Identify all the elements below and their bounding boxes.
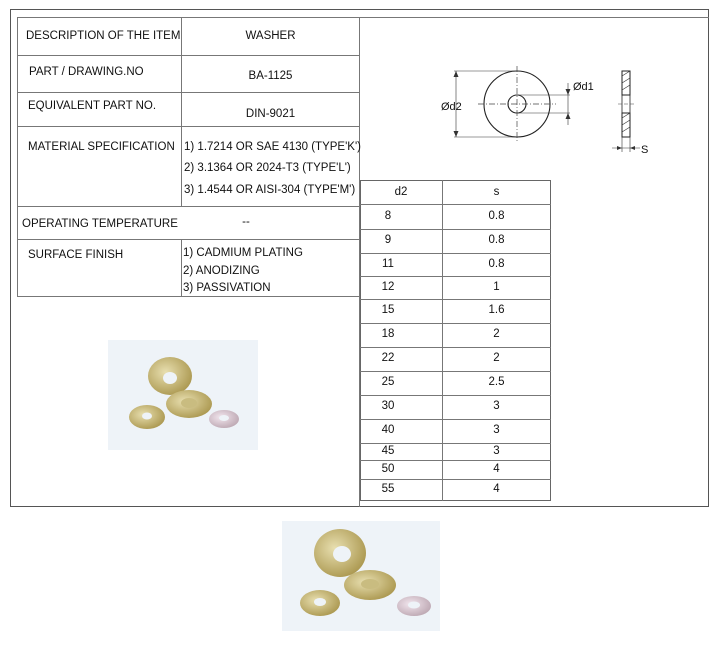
table-header-s: s xyxy=(493,186,500,198)
table-cell-d2: 40 xyxy=(381,424,395,436)
operating-temp-label: OPERATING TEMPERATURE xyxy=(22,218,178,230)
material-item-2: 2) 3.1364 OR 2024-T3 (TYPE'L') xyxy=(184,162,351,174)
row-divider-2 xyxy=(17,92,360,93)
table-row-divider xyxy=(360,276,551,277)
spec-left-border xyxy=(17,17,18,297)
table-cell-d2: 30 xyxy=(381,400,395,412)
part-no-value: BA-1125 xyxy=(248,70,293,82)
finish-item-1: 1) CADMIUM PLATING xyxy=(183,247,303,259)
row-divider-4 xyxy=(17,206,360,207)
row-divider-3 xyxy=(17,126,360,127)
table-cell-s: 2.5 xyxy=(488,376,505,388)
table-cell-d2: 9 xyxy=(384,234,392,246)
table-row-divider xyxy=(360,299,551,300)
equivalent-label: EQUIVALENT PART NO. xyxy=(28,100,157,112)
table-row-divider xyxy=(360,479,551,480)
table-cell-s: 3 xyxy=(493,444,500,457)
table-cell-s: 4 xyxy=(493,483,500,495)
inner-diameter-label: Ød1 xyxy=(573,81,594,93)
table-cell-s: 0.8 xyxy=(488,234,505,246)
table-row-divider xyxy=(360,323,551,324)
table-row-divider xyxy=(360,395,551,396)
finish-item-2: 2) ANODIZING xyxy=(183,265,260,277)
washer-photo-large xyxy=(282,521,440,631)
spec-column-divider-lower xyxy=(181,239,182,297)
spec-top-border xyxy=(17,17,360,18)
material-item-1: 1) 1.7214 OR SAE 4130 (TYPE'K') xyxy=(184,141,361,153)
table-header-d2: d2 xyxy=(394,186,408,198)
finish-item-3: 3) PASSIVATION xyxy=(183,282,271,294)
description-value: WASHER xyxy=(245,30,296,42)
description-label: DESCRIPTION OF THE ITEM xyxy=(26,30,181,42)
table-cell-d2: 11 xyxy=(382,257,394,270)
table-row-divider xyxy=(360,419,551,420)
table-cell-d2: 18 xyxy=(381,328,395,340)
outer-diameter-label: Ød2 xyxy=(441,101,462,113)
table-cell-d2: 22 xyxy=(381,352,395,364)
table-cell-d2: 12 xyxy=(381,280,395,293)
equivalent-value: DIN-9021 xyxy=(245,108,296,120)
table-cell-s: 3 xyxy=(493,424,500,436)
surface-finish-label: SURFACE FINISH xyxy=(28,249,124,261)
table-cell-d2: 25 xyxy=(381,376,395,388)
material-item-3: 3) 1.4544 OR AISI-304 (TYPE'M') xyxy=(184,184,356,196)
material-label: MATERIAL SPECIFICATION xyxy=(28,141,175,153)
table-cell-d2: 15 xyxy=(381,304,395,316)
table-row-divider xyxy=(360,347,551,348)
table-cell-d2: 50 xyxy=(381,462,395,475)
table-cell-s: 0.8 xyxy=(488,257,505,270)
table-row-divider xyxy=(360,204,551,205)
table-cell-d2: 55 xyxy=(381,483,395,495)
table-cell-s: 3 xyxy=(493,400,500,412)
table-row-divider xyxy=(360,253,551,254)
table-cell-s: 4 xyxy=(493,462,500,475)
operating-temp-value: -- xyxy=(242,216,250,228)
table-row-divider xyxy=(360,460,551,461)
table-cell-s: 2 xyxy=(493,328,500,340)
table-row-divider xyxy=(360,229,551,230)
row-divider-5 xyxy=(17,239,360,240)
table-cell-s: 1 xyxy=(493,280,500,293)
thickness-label: S xyxy=(641,144,649,156)
washer-technical-drawing xyxy=(440,60,680,160)
table-cell-d2: 45 xyxy=(381,444,395,457)
table-cell-s: 0.8 xyxy=(488,209,505,222)
part-no-label: PART / DRAWING.NO xyxy=(29,66,144,78)
table-cell-d2: 8 xyxy=(384,209,392,222)
drawing-top-border xyxy=(360,17,709,18)
row-divider-1 xyxy=(17,55,360,56)
table-cell-s: 2 xyxy=(493,352,500,364)
washer-photo-small xyxy=(108,340,258,450)
row-divider-6 xyxy=(17,296,360,297)
table-row-divider xyxy=(360,371,551,372)
table-cell-s: 1.6 xyxy=(488,304,505,316)
